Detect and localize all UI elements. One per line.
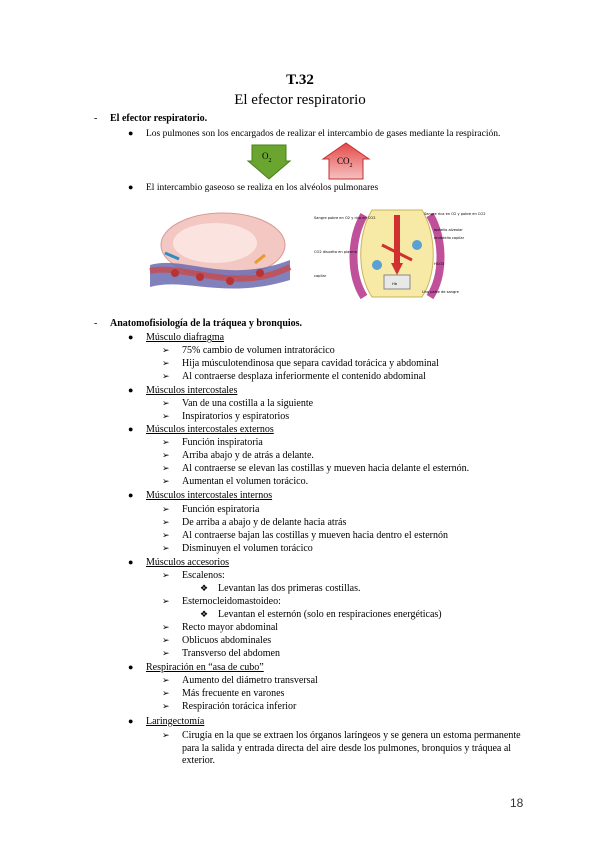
- list-item: Levantan el esternón (solo en respiraciones energéticas): [218, 609, 442, 620]
- list-item: Cirugía en la que se extraen los órganos laríngeos y se genera un estoma permanente para la salida y entrada directa del aire desde los pulmones, bronquios y tráquea al exterior.: [182, 730, 521, 766]
- list-item: Función inspiratoria: [182, 437, 263, 448]
- diagram-label: Sangre pobre en O2 y rica en CO2: [314, 216, 376, 220]
- topic-heading: Músculos intercostales internos: [146, 490, 273, 501]
- arrow-bullet-icon: ➢: [162, 530, 170, 540]
- diagram-label: Una parte de sangre: [422, 290, 459, 294]
- bullet-icon: ●: [128, 716, 134, 726]
- list-item: Disminuyen el volumen torácico: [182, 543, 313, 554]
- list-item: Levantan las dos primeras costillas.: [218, 583, 361, 594]
- list-item: Esternocleidomastoideo:: [182, 596, 281, 607]
- arrow-bullet-icon: ➢: [162, 596, 170, 606]
- section-dash: -: [94, 318, 98, 329]
- bullet-icon: ●: [128, 557, 134, 567]
- bullet-icon: ●: [128, 128, 134, 138]
- arrow-bullet-icon: ➢: [162, 517, 170, 527]
- list-item: Recto mayor abdominal: [182, 622, 279, 633]
- list-item: De arriba a abajo y de delante hacia atrás: [182, 517, 347, 528]
- list-item: Hija músculotendinosa que separa cavidad torácica y abdominal: [182, 358, 439, 369]
- list-item: 75% cambio de volumen intratorácico: [182, 345, 335, 356]
- arrow-bullet-icon: ➢: [162, 411, 170, 421]
- arrow-bullet-icon: ➢: [162, 688, 170, 698]
- diagram-label: Hb: [392, 282, 397, 286]
- list-item: Aumentan el volumen torácico.: [182, 476, 309, 487]
- topic-heading: Músculo diafragma: [146, 332, 225, 343]
- co2-label: $CO_2$: [337, 156, 353, 169]
- list-item: Al contraerse se elevan las costillas y mueven hacia delante el esternón.: [182, 463, 470, 474]
- arrow-bullet-icon: ➢: [162, 701, 170, 711]
- list-item: Respiración torácica inferior: [182, 701, 297, 712]
- list-item: Arriba abajo y de atrás a delante.: [182, 450, 314, 461]
- document-title: El efector respiratorio: [234, 92, 366, 108]
- arrow-bullet-icon: ➢: [162, 358, 170, 368]
- arrow-bullet-icon: ➢: [162, 570, 170, 580]
- gas-exchange-diagram: [312, 205, 486, 303]
- arrow-bullet-icon: ➢: [162, 371, 170, 381]
- arrow-bullet-icon: ➢: [162, 476, 170, 486]
- arrow-bullet-icon: ➢: [162, 504, 170, 514]
- diagram-label: CO2 disuelto en plasma: [314, 250, 357, 254]
- list-item: El intercambio gaseoso se realiza en los alvéolos pulmonares: [146, 183, 379, 193]
- diagram-label: epitelio alveolar: [434, 228, 463, 232]
- arrow-bullet-icon: ➢: [162, 730, 170, 740]
- list-item: Aumento del diámetro transversal: [182, 675, 318, 686]
- diagram-label: endotelio capilar: [434, 236, 465, 240]
- list-item: Escalenos:: [182, 570, 225, 581]
- bullet-icon: ●: [128, 662, 134, 672]
- o2-label: $O_2$: [262, 151, 272, 164]
- list-item: Transverso del abdomen: [182, 648, 280, 659]
- section-heading: Anatomofisiología de la tráquea y bronquios.: [110, 318, 303, 329]
- document-code: T.32: [286, 72, 314, 88]
- bullet-icon: ●: [128, 490, 134, 500]
- list-item: Inspiratorios y espiratorios: [182, 411, 290, 422]
- diamond-bullet-icon: ❖: [200, 609, 209, 619]
- arrow-bullet-icon: ➢: [162, 648, 170, 658]
- page-number: 18: [510, 796, 524, 810]
- arrow-bullet-icon: ➢: [162, 463, 170, 473]
- diagram-label: capilar: [314, 274, 327, 278]
- section-heading: El efector respiratorio.: [110, 113, 208, 124]
- list-item: Al contraerse bajan las costillas y mueven hacia dentro el esternón: [182, 530, 449, 541]
- topic-heading: Músculos intercostales externos: [146, 424, 274, 435]
- arrow-bullet-icon: ➢: [162, 437, 170, 447]
- alveolus-illustration: [145, 205, 295, 300]
- topic-heading: Laringectomía: [146, 716, 205, 727]
- arrow-bullet-icon: ➢: [162, 675, 170, 685]
- diamond-bullet-icon: ❖: [200, 583, 209, 593]
- list-item: Los pulmones son los encargados de realizar el intercambio de gases mediante la respiración.: [146, 129, 501, 139]
- diagram-label: HCO3: [434, 262, 445, 266]
- list-item: Más frecuente en varones: [182, 688, 285, 699]
- list-item: Van de una costilla a la siguiente: [182, 398, 314, 409]
- topic-heading: Músculos intercostales: [146, 385, 238, 396]
- topic-heading: Respiración en “asa de cubo”: [146, 662, 264, 673]
- list-item: Función espiratoria: [182, 504, 260, 515]
- diagram-label: Sangre rica en O2 y pobre en CO2: [424, 212, 486, 216]
- arrow-bullet-icon: ➢: [162, 398, 170, 408]
- arrow-bullet-icon: ➢: [162, 543, 170, 553]
- list-item: Al contraerse desplaza inferiormente el contenido abdominal: [182, 371, 426, 382]
- list-item: Oblicuos abdominales: [182, 635, 272, 646]
- bullet-icon: ●: [128, 424, 134, 434]
- arrow-bullet-icon: ➢: [162, 450, 170, 460]
- bullet-icon: ●: [128, 182, 134, 192]
- arrow-bullet-icon: ➢: [162, 635, 170, 645]
- topic-heading: Músculos accesorios: [146, 557, 230, 568]
- arrow-bullet-icon: ➢: [162, 622, 170, 632]
- arrow-bullet-icon: ➢: [162, 345, 170, 355]
- bullet-icon: ●: [128, 385, 134, 395]
- section-dash: -: [94, 113, 98, 124]
- bullet-icon: ●: [128, 332, 134, 342]
